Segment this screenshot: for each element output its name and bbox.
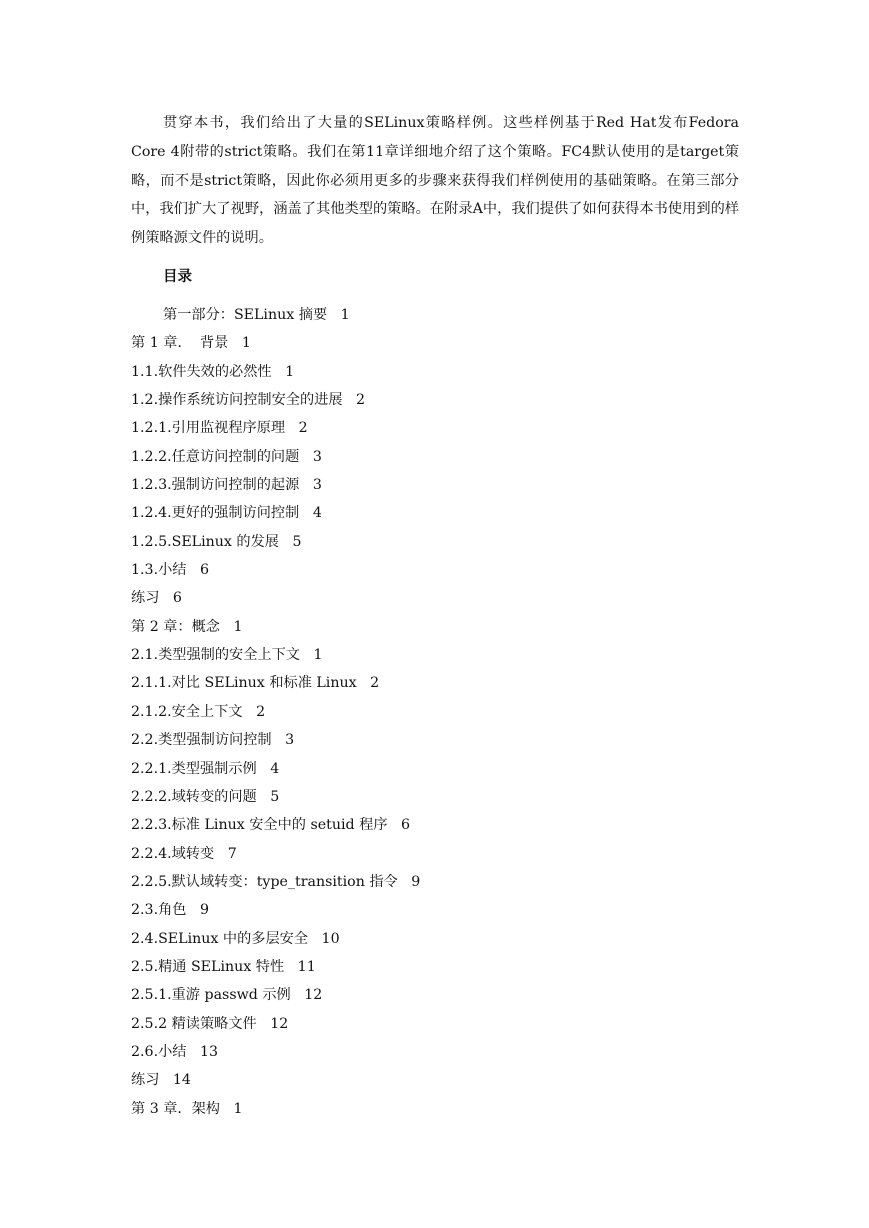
toc-entry: 1.2.5.SELinux 的发展 5 bbox=[131, 533, 302, 550]
table-of-contents bbox=[131, 301, 739, 1123]
toc-entry: 2.5.2 精读策略文件 12 bbox=[131, 1015, 289, 1032]
toc-entry: 2.5.精通 SELinux 特性 11 bbox=[131, 958, 316, 975]
toc-entry: 2.2.2.域转变的问题 5 bbox=[131, 788, 280, 805]
toc-heading: 目录 bbox=[163, 268, 192, 285]
toc-entry: 1.2.4.更好的强制访问控制 4 bbox=[131, 505, 322, 522]
toc-entry: 2.3.角色 9 bbox=[131, 902, 210, 919]
toc-entry: 练习 6 bbox=[131, 590, 182, 607]
toc-entry: 1.1.软件失效的必然性 1 bbox=[131, 363, 295, 380]
toc-entry: 2.1.2.安全上下文 2 bbox=[131, 703, 266, 720]
toc-entry: 2.6.小结 13 bbox=[131, 1043, 219, 1060]
intro-paragraph: 贯穿本书，我们给出了大量的SELinux策略样例。这些样例基于Red Hat发布Fedora Core 4附带的strict策略。我们在第11章详细地介绍了这个策略。FC4默认使用的是target策略，而不是strict策略，因此你必须用更多的步骤来获得我们样例使用的基础策略。在第三部分中，我们扩大了视野，涵盖了其他类型的策略。在附录A中，我们提供了如何获得本书使用到的样例策略源文件的说明。 bbox=[131, 115, 739, 247]
toc-entry: 1.2.操作系统访问控制安全的进展 2 bbox=[131, 392, 366, 409]
toc-entry: 第 2 章：概念 1 bbox=[131, 618, 243, 635]
toc-entry: 练习 14 bbox=[131, 1072, 191, 1089]
toc-entry: 2.1.类型强制的安全上下文 1 bbox=[131, 647, 323, 664]
toc-entry: 2.2.4.域转变 7 bbox=[131, 845, 237, 862]
toc-entry: 2.2.1.类型强制示例 4 bbox=[131, 760, 280, 777]
toc-entry: 第 3 章．架构 1 bbox=[131, 1100, 243, 1117]
toc-entry: 第一部分：SELinux 摘要 1 bbox=[163, 307, 350, 323]
toc-entry: 2.5.1.重游 passwd 示例 12 bbox=[131, 987, 323, 1004]
toc-entry: 第 1 章. 背景 1 bbox=[131, 335, 251, 352]
toc-entry: 1.3.小结 6 bbox=[131, 562, 210, 579]
toc-entry: 1.2.1.引用监视程序原理 2 bbox=[131, 420, 308, 437]
toc-entry: 1.2.3.强制访问控制的起源 3 bbox=[131, 477, 322, 494]
toc-entry: 2.1.1.对比 SELinux 和标准 Linux 2 bbox=[131, 675, 380, 692]
toc-entry: 2.4.SELinux 中的多层安全 10 bbox=[131, 930, 340, 947]
toc-entry: 2.2.类型强制访问控制 3 bbox=[131, 732, 295, 749]
toc-entry: 1.2.2.任意访问控制的问题 3 bbox=[131, 448, 322, 465]
toc-entry: 2.2.5.默认域转变：type_transition 指令 9 bbox=[131, 873, 421, 890]
toc-entry: 2.2.3.标准 Linux 安全中的 setuid 程序 6 bbox=[131, 817, 411, 834]
